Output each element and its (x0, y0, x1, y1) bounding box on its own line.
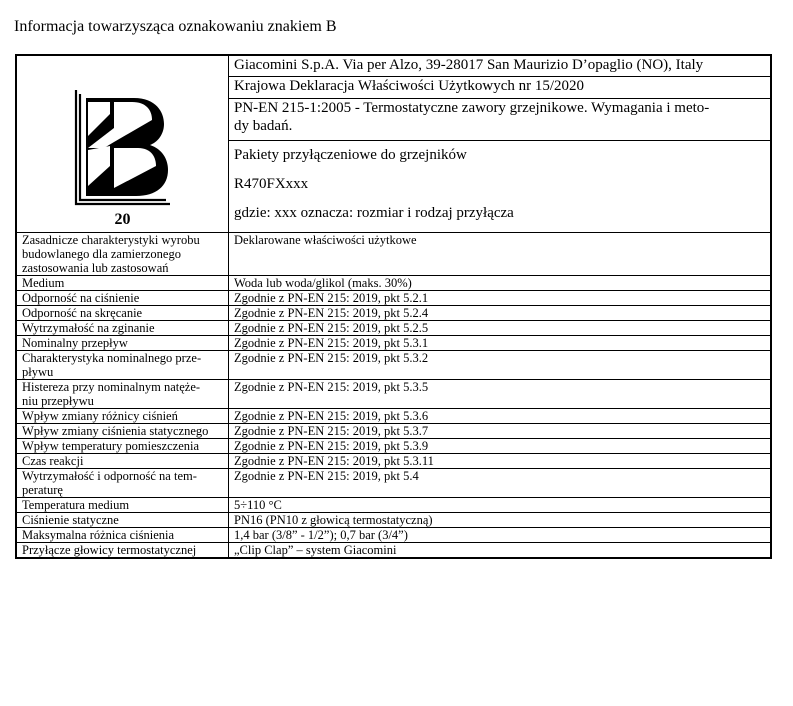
property-value: Deklarowane właściwości użytkowe (229, 233, 772, 276)
b-mark-icon (74, 90, 172, 206)
property-label-line: budowlanego dla zamierzonego (22, 247, 181, 261)
declaration-number: Krajowa Deklaracja Właściwości Użytkowych nr 15/2020 (229, 77, 772, 98)
property-label-line: Nominalny przepływ (22, 336, 128, 350)
product-description (229, 140, 772, 232)
property-label (16, 513, 229, 528)
property-label (16, 233, 229, 276)
table-row (16, 409, 771, 424)
property-value: Zgodnie z PN-EN 215: 2019, pkt 5.3.2 (229, 351, 772, 380)
table-row (16, 380, 771, 409)
property-value: Zgodnie z PN-EN 215: 2019, pkt 5.3.6 (229, 409, 772, 424)
property-label (16, 469, 229, 498)
property-label (16, 498, 229, 513)
property-label-line: Wytrzymałość na zginanie (22, 321, 155, 335)
property-label (16, 276, 229, 291)
table-row (16, 528, 771, 543)
property-label (16, 351, 229, 380)
property-value: Zgodnie z PN-EN 215: 2019, pkt 5.3.7 (229, 424, 772, 439)
property-label-line: Wpływ zmiany różnicy ciśnień (22, 409, 178, 423)
table-row (16, 351, 771, 380)
table-row (16, 336, 771, 351)
table-row (16, 469, 771, 498)
property-value: PN16 (PN10 z głowicą termostatyczną) (229, 513, 772, 528)
property-label-line: niu przepływu (22, 394, 94, 408)
property-label (16, 291, 229, 306)
property-label-line: Histereza przy nominalnym natęże- (22, 380, 201, 394)
property-label (16, 424, 229, 439)
standard-reference (229, 98, 772, 140)
property-value: Zgodnie z PN-EN 215: 2019, pkt 5.4 (229, 469, 772, 498)
logo-cell (16, 55, 229, 233)
b-mark-info-table (15, 54, 772, 559)
property-value: 5÷110 °C (229, 498, 772, 513)
property-label-line: Medium (22, 276, 65, 290)
table-row (16, 543, 771, 559)
property-value: Zgodnie z PN-EN 215: 2019, pkt 5.3.5 (229, 380, 772, 409)
property-value: „Clip Clap” – system Giacomini (229, 543, 772, 559)
property-label (16, 380, 229, 409)
table-row (16, 306, 771, 321)
property-label-line: Wpływ zmiany ciśnienia statycznego (22, 424, 209, 438)
property-label-line: Odporność na skręcanie (22, 306, 143, 320)
property-label-line: Przyłącze głowicy termostatycznej (22, 543, 197, 557)
property-value: Zgodnie z PN-EN 215: 2019, pkt 5.3.1 (229, 336, 772, 351)
property-label-line: Maksymalna różnica ciśnienia (22, 528, 175, 542)
header-row-manufacturer (16, 55, 771, 77)
property-label (16, 439, 229, 454)
property-label (16, 528, 229, 543)
property-label-line: Zasadnicze charakterystyki wyrobu (22, 233, 200, 247)
property-label-line: Czas reakcji (22, 454, 84, 468)
property-value: Zgodnie z PN-EN 215: 2019, pkt 5.3.11 (229, 454, 772, 469)
property-value: Zgodnie z PN-EN 215: 2019, pkt 5.2.4 (229, 306, 772, 321)
property-label-line: Odporność na ciśnienie (22, 291, 140, 305)
product-name: Pakiety przyłączeniowe do grzejników (234, 146, 467, 163)
property-value: 1,4 bar (3/8” - 1/2”); 0,7 bar (3/4”) (229, 528, 772, 543)
cert-number: 20 (114, 211, 131, 228)
property-label (16, 543, 229, 559)
property-label (16, 306, 229, 321)
product-note: gdzie: xxx oznacza: rozmiar i rodzaj przyłącza (234, 204, 514, 221)
table-row (16, 321, 771, 336)
table-row (16, 276, 771, 291)
table-row (16, 454, 771, 469)
property-value: Zgodnie z PN-EN 215: 2019, pkt 5.3.9 (229, 439, 772, 454)
property-label (16, 454, 229, 469)
standard-line-2: dy badań. (234, 117, 293, 134)
property-label (16, 336, 229, 351)
property-label-line: Charakterystyka nominalnego prze- (22, 351, 202, 365)
table-row (16, 439, 771, 454)
property-label-line: Ciśnienie statyczne (22, 513, 119, 527)
property-value: Woda lub woda/glikol (maks. 30%) (229, 276, 772, 291)
property-label-line: Wytrzymałość i odporność na tem- (22, 469, 197, 483)
table-row (16, 498, 771, 513)
property-value: Zgodnie z PN-EN 215: 2019, pkt 5.2.5 (229, 321, 772, 336)
page-title: Informacja towarzysząca oznakowaniu znakiem B (14, 18, 337, 35)
table-row (16, 291, 771, 306)
property-label (16, 321, 229, 336)
table-row (16, 233, 771, 276)
manufacturer-address: Giacomini S.p.A. Via per Alzo, 39-28017 San Maurizio D’opaglio (NO), Italy (229, 55, 772, 77)
table-row (16, 424, 771, 439)
property-label-line: Wpływ temperatury pomieszczenia (22, 439, 200, 453)
product-code: R470FXxxx (234, 175, 309, 192)
table-row (16, 513, 771, 528)
standard-line-1: PN-EN 215-1:2005 - Termostatyczne zawory grzejnikowe. Wymagania i meto- (234, 99, 710, 116)
property-label (16, 409, 229, 424)
property-label-line: peraturę (22, 483, 63, 497)
property-label-line: pływu (22, 365, 54, 379)
property-label-line: Temperatura medium (22, 498, 130, 512)
property-label-line: zastosowania lub zastosowań (22, 261, 169, 275)
property-value: Zgodnie z PN-EN 215: 2019, pkt 5.2.1 (229, 291, 772, 306)
